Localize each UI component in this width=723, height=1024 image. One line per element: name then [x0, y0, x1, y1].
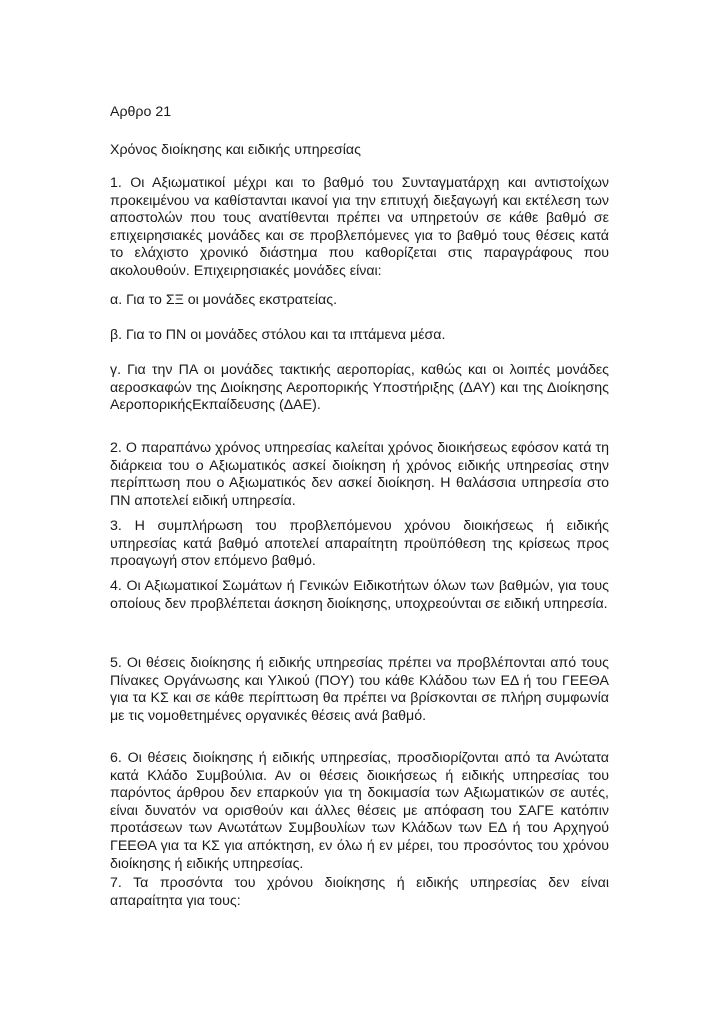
paragraph-1a: α. Για το ΣΞ οι μονάδες εκστρατείας.: [110, 292, 338, 308]
paragraph-5: 5. Οι θέσεις διοίκησης ή ειδικής υπηρεσίας πρέπει να προβλέπονται από τους Πίνακες Οργάνωσης και Υλικού (ΠΟΥ) του κάθε Κλάδου των ΕΔ ή του ΓΕΕΘΑ για τα ΚΣ και σε κάθε περίπτωση θα πρέπει να βρίσκονται σε πλήρη συμφωνία με τις νομοθετημένες οργανικές θέσεις ανά βαθμό.: [110, 655, 609, 724]
article-number: Αρθρο 21: [110, 104, 172, 120]
paragraph-2: 2. Ο παραπάνω χρόνος υπηρεσίας καλείται χρόνος διοικήσεως εφόσον κατά τη διάρκεια του ο Αξιωματικός ασκεί διοίκηση ή χρόνος ειδικής υπηρεσίας στην περίπτωση που ο Αξιωματικός δεν ασκεί διοίκηση. Η θαλάσσια υπηρεσία στο ΠΝ αποτελεί ειδική υπηρεσία.: [110, 440, 609, 509]
article-title: Χρόνος διοίκησης και ειδικής υπηρεσίας: [110, 142, 361, 158]
paragraph-7: 7. Τα προσόντα του χρόνου διοίκησης ή ειδικής υπηρεσίας δεν είναι απαραίτητα για τους:: [110, 875, 609, 909]
paragraph-3: 3. Η συμπλήρωση του προβλεπόμενου χρόνου διοικήσεως ή ειδικής υπηρεσίας κατά βαθμό αποτελεί απαραίτητη προϋπόθεση της κρίσεως προς προαγωγή στον επόμενο βαθμό.: [110, 518, 609, 570]
paragraph-6: 6. Οι θέσεις διοίκησης ή ειδικής υπηρεσίας, προσδιορίζονται από τα Ανώτατα κατά Κλάδο Συμβούλια. Αν οι θέσεις διοικήσεως ή ειδικής υπηρεσίας του παρόντος άρθρου δεν επαρκούν για τη δοκιμασία των Αξιωματικών σε αυτές, είναι δυνατόν να ορισθούν και άλλες θέσεις με απόφαση του ΣΑΓΕ κατόπιν προτάσεων των Ανωτάτων Συμβουλίων των Κλάδων των ΕΔ ή του Αρχηγού ΓΕΕΘΑ για τα ΚΣ για απόκτηση, εν όλω ή εν μέρει, του προσόντος του χρόνου διοίκησης ή ειδικής υπηρεσίας.: [110, 750, 609, 872]
paragraph-1b: β. Για το ΠΝ οι μονάδες στόλου και τα ιπτάμενα μέσα.: [110, 327, 446, 343]
paragraph-1: 1. Οι Αξιωματικοί μέχρι και το βαθμό του Συνταγματάρχη και αντιστοίχων προκειμένου να καθίστανται ικανοί για την επιτυχή διεξαγωγή και εκτέλεση των αποστολών που τους ανατίθενται πρέπει να υπηρετούν σε κάθε βαθμό σε επιχειρησιακές μονάδες και σε προβλεπόμενες για το βαθμό τους θέσεις κατά το ελάχιστο χρονικό διάστημα που καθορίζεται στις παραγράφους που ακολουθούν. Επιχειρησιακές μονάδες είναι:: [110, 175, 609, 279]
paragraph-1c: γ. Για την ΠΑ οι μονάδες τακτικής αεροπορίας, καθώς και οι λοιπές μονάδες αεροσκαφών της Διοίκησης Αεροπορικής Υποστήριξης (ΔΑΥ) και της Διοίκησης ΑεροπορικήςΕκπαίδευσης (ΔΑΕ).: [110, 362, 609, 414]
paragraph-4: 4. Οι Αξιωματικοί Σωμάτων ή Γενικών Ειδικοτήτων όλων των βαθμών, για τους οποίους δεν προβλέπεται άσκηση διοίκησης, υποχρεούνται σε ειδική υπηρεσία.: [110, 578, 609, 612]
